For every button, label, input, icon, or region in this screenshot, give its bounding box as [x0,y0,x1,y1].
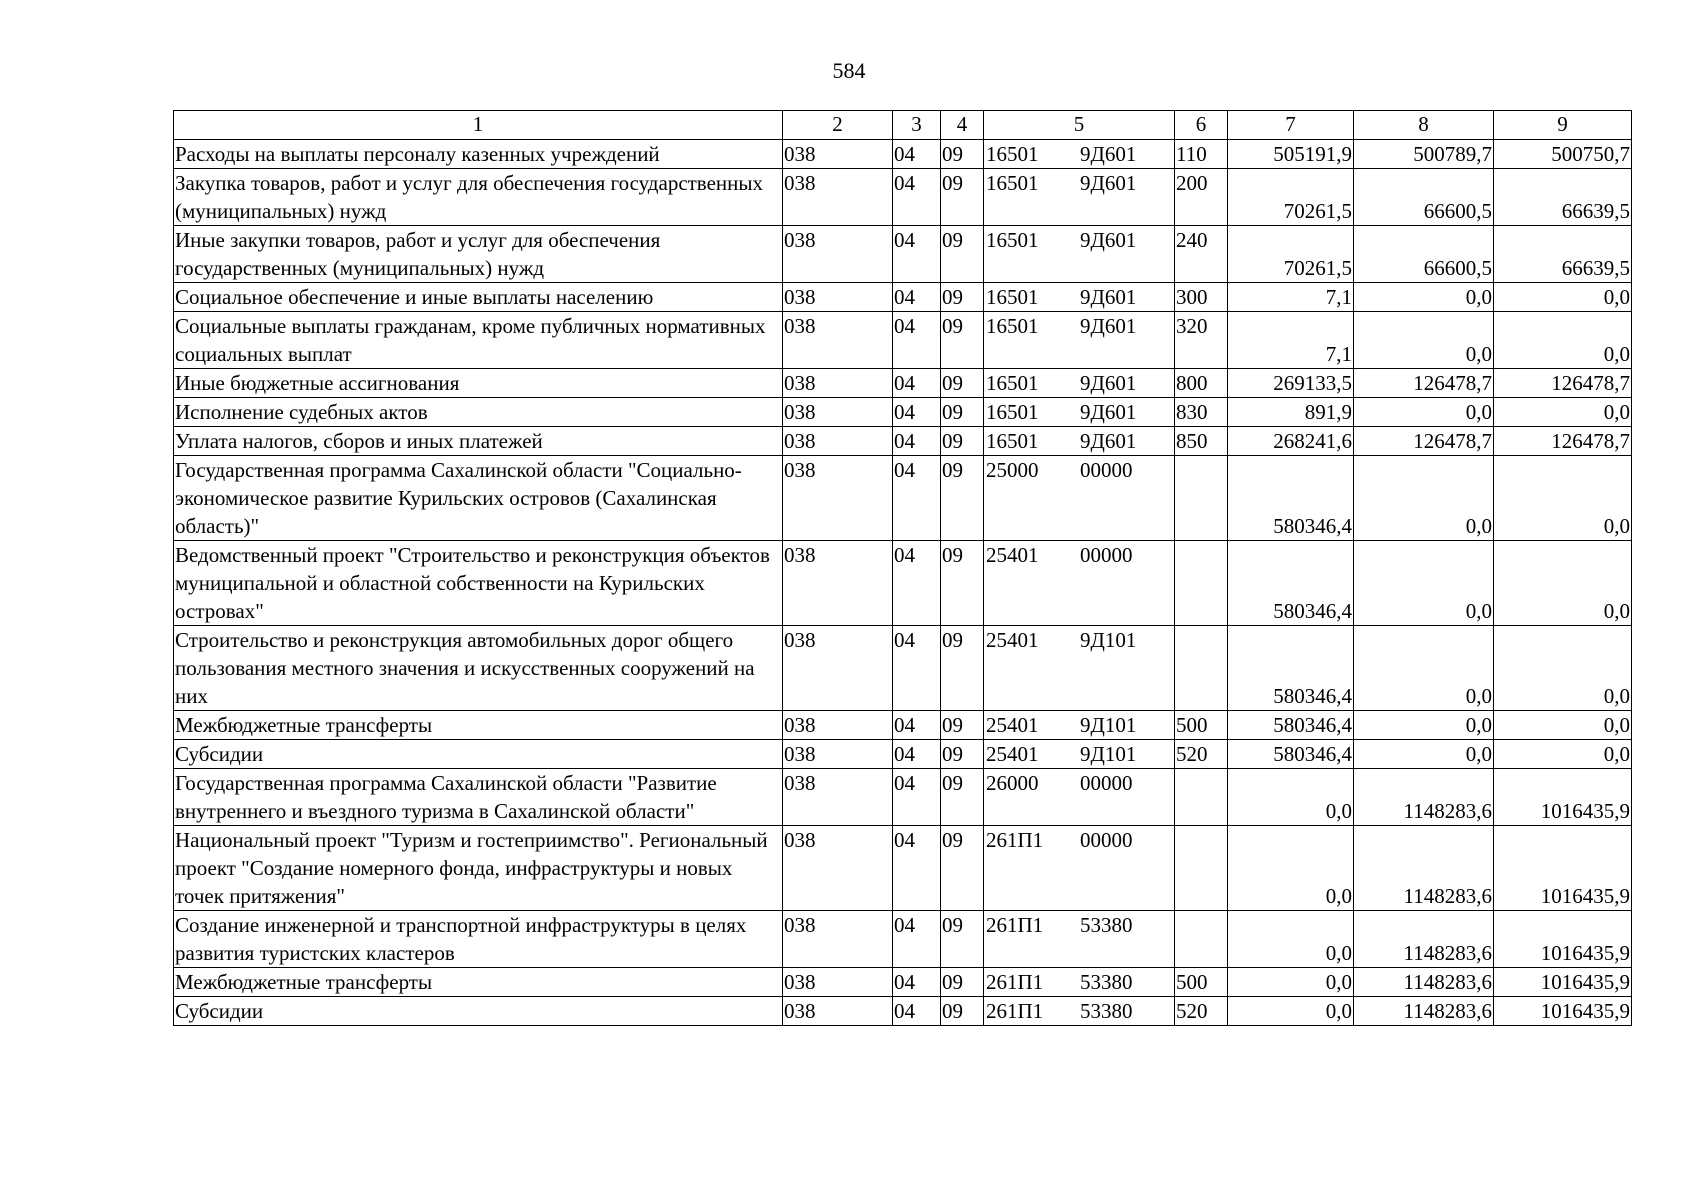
header-cell: 9 [1494,111,1632,140]
ministry-code-cell: 038 [783,427,893,456]
ministry-code-cell: 038 [783,711,893,740]
target-article-program: 261П1 [986,999,1044,1023]
expense-type-cell: 520 [1175,740,1228,769]
amount-col8-cell: 1148283,6 [1354,769,1494,826]
target-article-cell [984,140,1175,169]
target-article-program: 261П1 [986,828,1044,852]
target-article-direction: 9Д601 [1080,429,1137,453]
ministry-code-cell: 038 [783,312,893,369]
target-article-program: 25401 [986,543,1039,567]
target-article-program: 16501 [986,429,1039,453]
amount-col7-cell: 0,0 [1228,968,1354,997]
expense-name-cell: Государственная программа Сахалинской области "Развитие внутреннего и въездного туризма в Сахалинской области" [174,769,783,826]
expense-type-cell: 850 [1175,427,1228,456]
amount-col9-cell: 1016435,9 [1494,769,1632,826]
subsection-code-cell: 09 [941,226,984,283]
expense-name-cell: Уплата налогов, сборов и иных платежей [174,427,783,456]
expense-type-cell: 300 [1175,283,1228,312]
target-article-cell [984,997,1175,1026]
expense-type-cell: 500 [1175,968,1228,997]
amount-col8-cell: 126478,7 [1354,427,1494,456]
expense-name-cell: Закупка товаров, работ и услуг для обеспечения государственных (муниципальных) нужд [174,169,783,226]
section-code-cell: 04 [893,626,941,711]
expense-type-cell: 520 [1175,997,1228,1026]
table-row [174,968,1632,997]
expense-name-cell: Создание инженерной и транспортной инфраструктуры в целях развития туристских кластеров [174,911,783,968]
amount-col9-cell: 0,0 [1494,283,1632,312]
ministry-code-cell: 038 [783,997,893,1026]
header-cell: 5 [984,111,1175,140]
amount-col9-cell: 0,0 [1494,740,1632,769]
section-code-cell: 04 [893,911,941,968]
section-code-cell: 04 [893,711,941,740]
section-code-cell: 04 [893,997,941,1026]
target-article-program: 25401 [986,628,1039,652]
expense-name-cell: Социальное обеспечение и иные выплаты населению [174,283,783,312]
target-article-cell [984,169,1175,226]
expense-name-cell: Национальный проект "Туризм и гостеприимство". Региональный проект "Создание номерного фонда, инфраструктуры и новых точек притяжения" [174,826,783,911]
expense-type-cell [1175,911,1228,968]
amount-col9-cell: 500750,7 [1494,140,1632,169]
expense-name-cell: Строительство и реконструкция автомобильных дорог общего пользования местного значения и искусственных сооружений на них [174,626,783,711]
target-article-cell [984,398,1175,427]
header-cell: 3 [893,111,941,140]
target-article-cell [984,826,1175,911]
section-code-cell: 04 [893,369,941,398]
amount-col7-cell: 0,0 [1228,826,1354,911]
ministry-code-cell: 038 [783,626,893,711]
target-article-direction: 9Д601 [1080,142,1137,166]
subsection-code-cell: 09 [941,169,984,226]
target-article-program: 25401 [986,713,1039,737]
target-article-program: 26000 [986,771,1039,795]
subsection-code-cell: 09 [941,427,984,456]
target-article-direction: 53380 [1080,913,1133,937]
subsection-code-cell: 09 [941,312,984,369]
table-header [174,111,1632,140]
subsection-code-cell: 09 [941,140,984,169]
target-article-direction: 9Д601 [1080,285,1137,309]
ministry-code-cell: 038 [783,740,893,769]
section-code-cell: 04 [893,169,941,226]
expense-name-cell: Социальные выплаты гражданам, кроме публичных нормативных социальных выплат [174,312,783,369]
amount-col9-cell: 0,0 [1494,398,1632,427]
amount-col7-cell: 580346,4 [1228,711,1354,740]
amount-col7-cell: 70261,5 [1228,226,1354,283]
table-row [174,997,1632,1026]
table-row [174,169,1632,226]
target-article-cell [984,740,1175,769]
expense-name-cell: Иные бюджетные ассигнования [174,369,783,398]
header-cell: 7 [1228,111,1354,140]
target-article-program: 16501 [986,314,1039,338]
table-row [174,226,1632,283]
target-article-program: 16501 [986,228,1039,252]
target-article-program: 16501 [986,285,1039,309]
target-article-direction: 00000 [1080,458,1133,482]
section-code-cell: 04 [893,140,941,169]
ministry-code-cell: 038 [783,826,893,911]
table-body [174,140,1632,1026]
target-article-cell [984,427,1175,456]
header-cell: 4 [941,111,984,140]
target-article-program: 25000 [986,458,1039,482]
amount-col8-cell: 66600,5 [1354,226,1494,283]
target-article-cell [984,456,1175,541]
budget-table [173,110,1632,1026]
target-article-program: 261П1 [986,970,1044,994]
header-row [174,111,1632,140]
amount-col7-cell: 269133,5 [1228,369,1354,398]
amount-col8-cell: 0,0 [1354,398,1494,427]
table-row [174,398,1632,427]
target-article-direction: 00000 [1080,543,1133,567]
amount-col9-cell: 0,0 [1494,541,1632,626]
expense-name-cell: Ведомственный проект "Строительство и реконструкция объектов муниципальной и областной собственности на Курильских островах" [174,541,783,626]
expense-type-cell [1175,626,1228,711]
section-code-cell: 04 [893,427,941,456]
expense-name-cell: Субсидии [174,740,783,769]
target-article-direction: 00000 [1080,828,1133,852]
ministry-code-cell: 038 [783,911,893,968]
amount-col7-cell: 0,0 [1228,769,1354,826]
target-article-direction: 9Д601 [1080,400,1137,424]
expense-name-cell: Расходы на выплаты персоналу казенных учреждений [174,140,783,169]
subsection-code-cell: 09 [941,826,984,911]
amount-col9-cell: 1016435,9 [1494,911,1632,968]
subsection-code-cell: 09 [941,911,984,968]
section-code-cell: 04 [893,456,941,541]
amount-col7-cell: 0,0 [1228,997,1354,1026]
target-article-direction: 9Д601 [1080,314,1137,338]
amount-col8-cell: 0,0 [1354,740,1494,769]
section-code-cell: 04 [893,826,941,911]
amount-col9-cell: 126478,7 [1494,427,1632,456]
expense-type-cell [1175,456,1228,541]
target-article-direction: 00000 [1080,771,1133,795]
target-article-program: 16501 [986,371,1039,395]
amount-col8-cell: 1148283,6 [1354,968,1494,997]
table-row [174,427,1632,456]
ministry-code-cell: 038 [783,769,893,826]
page-number: 584 [832,58,866,83]
amount-col7-cell: 580346,4 [1228,740,1354,769]
expense-type-cell: 110 [1175,140,1228,169]
expense-type-cell: 200 [1175,169,1228,226]
expense-name-cell: Иные закупки товаров, работ и услуг для обеспечения государственных (муниципальных) нужд [174,226,783,283]
amount-col9-cell: 1016435,9 [1494,997,1632,1026]
table-row [174,740,1632,769]
amount-col8-cell: 66600,5 [1354,169,1494,226]
amount-col9-cell: 66639,5 [1494,169,1632,226]
subsection-code-cell: 09 [941,711,984,740]
amount-col7-cell: 7,1 [1228,312,1354,369]
ministry-code-cell: 038 [783,226,893,283]
target-article-cell [984,626,1175,711]
target-article-program: 16501 [986,171,1039,195]
subsection-code-cell: 09 [941,740,984,769]
table-row [174,369,1632,398]
amount-col9-cell: 1016435,9 [1494,826,1632,911]
subsection-code-cell: 09 [941,541,984,626]
section-code-cell: 04 [893,283,941,312]
ministry-code-cell: 038 [783,169,893,226]
subsection-code-cell: 09 [941,769,984,826]
table-row [174,626,1632,711]
section-code-cell: 04 [893,226,941,283]
ministry-code-cell: 038 [783,541,893,626]
subsection-code-cell: 09 [941,398,984,427]
header-cell: 2 [783,111,893,140]
expense-type-cell [1175,826,1228,911]
amount-col9-cell: 1016435,9 [1494,968,1632,997]
table-row [174,312,1632,369]
target-article-direction: 9Д601 [1080,228,1137,252]
amount-col7-cell: 580346,4 [1228,456,1354,541]
target-article-cell [984,911,1175,968]
section-code-cell: 04 [893,769,941,826]
amount-col8-cell: 500789,7 [1354,140,1494,169]
amount-col7-cell: 580346,4 [1228,541,1354,626]
header-cell: 6 [1175,111,1228,140]
amount-col7-cell: 0,0 [1228,911,1354,968]
target-article-cell [984,711,1175,740]
table-row [174,283,1632,312]
ministry-code-cell: 038 [783,140,893,169]
ministry-code-cell: 038 [783,369,893,398]
amount-col8-cell: 1148283,6 [1354,911,1494,968]
amount-col7-cell: 891,9 [1228,398,1354,427]
amount-col8-cell: 0,0 [1354,541,1494,626]
expense-type-cell: 500 [1175,711,1228,740]
subsection-code-cell: 09 [941,283,984,312]
subsection-code-cell: 09 [941,997,984,1026]
section-code-cell: 04 [893,312,941,369]
amount-col7-cell: 70261,5 [1228,169,1354,226]
amount-col8-cell: 1148283,6 [1354,997,1494,1026]
amount-col9-cell: 0,0 [1494,626,1632,711]
expense-type-cell [1175,541,1228,626]
target-article-program: 16501 [986,400,1039,424]
ministry-code-cell: 038 [783,283,893,312]
target-article-cell [984,283,1175,312]
expense-type-cell: 240 [1175,226,1228,283]
expense-name-cell: Межбюджетные трансферты [174,711,783,740]
section-code-cell: 04 [893,398,941,427]
ministry-code-cell: 038 [783,398,893,427]
amount-col8-cell: 0,0 [1354,456,1494,541]
amount-col8-cell: 0,0 [1354,711,1494,740]
amount-col9-cell: 0,0 [1494,456,1632,541]
table-row [174,140,1632,169]
amount-col9-cell: 0,0 [1494,312,1632,369]
subsection-code-cell: 09 [941,968,984,997]
subsection-code-cell: 09 [941,626,984,711]
target-article-direction: 9Д101 [1080,713,1137,737]
target-article-direction: 53380 [1080,970,1133,994]
amount-col9-cell: 66639,5 [1494,226,1632,283]
expense-type-cell: 800 [1175,369,1228,398]
target-article-cell [984,769,1175,826]
amount-col7-cell: 580346,4 [1228,626,1354,711]
target-article-direction: 9Д601 [1080,371,1137,395]
target-article-cell [984,226,1175,283]
target-article-direction: 53380 [1080,999,1133,1023]
target-article-program: 261П1 [986,913,1044,937]
amount-col9-cell: 126478,7 [1494,369,1632,398]
table-row [174,769,1632,826]
amount-col7-cell: 268241,6 [1228,427,1354,456]
expense-name-cell: Государственная программа Сахалинской области "Социально-экономическое развитие Курильских островов (Сахалинская область)" [174,456,783,541]
ministry-code-cell: 038 [783,456,893,541]
target-article-program: 16501 [986,142,1039,166]
section-code-cell: 04 [893,740,941,769]
expense-name-cell: Межбюджетные трансферты [174,968,783,997]
ministry-code-cell: 038 [783,968,893,997]
amount-col7-cell: 7,1 [1228,283,1354,312]
table-row [174,911,1632,968]
section-code-cell: 04 [893,541,941,626]
target-article-cell [984,968,1175,997]
target-article-direction: 9Д101 [1080,742,1137,766]
table-row [174,541,1632,626]
expense-name-cell: Исполнение судебных актов [174,398,783,427]
amount-col8-cell: 0,0 [1354,626,1494,711]
amount-col8-cell: 1148283,6 [1354,826,1494,911]
expense-type-cell: 830 [1175,398,1228,427]
table-row [174,711,1632,740]
expense-type-cell [1175,769,1228,826]
target-article-direction: 9Д601 [1080,171,1137,195]
expense-type-cell: 320 [1175,312,1228,369]
target-article-cell [984,541,1175,626]
amount-col7-cell: 505191,9 [1228,140,1354,169]
target-article-cell [984,312,1175,369]
target-article-direction: 9Д101 [1080,628,1137,652]
table-row [174,456,1632,541]
target-article-cell [984,369,1175,398]
expense-name-cell: Субсидии [174,997,783,1026]
subsection-code-cell: 09 [941,369,984,398]
header-cell: 8 [1354,111,1494,140]
subsection-code-cell: 09 [941,456,984,541]
amount-col8-cell: 0,0 [1354,283,1494,312]
header-cell: 1 [174,111,783,140]
amount-col9-cell: 0,0 [1494,711,1632,740]
table-row [174,826,1632,911]
target-article-program: 25401 [986,742,1039,766]
section-code-cell: 04 [893,968,941,997]
amount-col8-cell: 0,0 [1354,312,1494,369]
amount-col8-cell: 126478,7 [1354,369,1494,398]
